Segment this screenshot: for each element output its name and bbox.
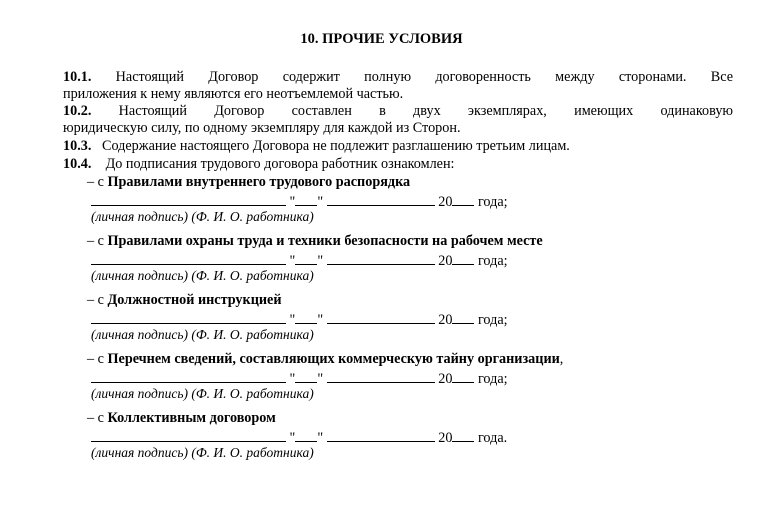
clause-10-4 [63,156,733,173]
month-field[interactable] [327,193,435,206]
clause-text: Настоящий Договор содержит полную договоренность между сторонами. Все [115,69,733,85]
acquaintance-item: – с Коллективным договором [87,410,276,426]
month-field[interactable] [327,252,435,265]
section-title: 10. ПРОЧИЕ УСЛОВИЯ [300,31,463,47]
signature-line[interactable] [91,429,507,446]
clause-10-1-line2: приложения к нему являются его неотъемлемой частью. [63,86,404,102]
acquaintance-item-title: Перечнем сведений, составляющих коммерческую тайну организации [107,351,560,367]
signature-field[interactable] [91,252,286,265]
clause-number: 10.1. [63,69,92,85]
clause-text: Настоящий Договор составлен в двух экземплярах, имеющих одинаковую [118,103,734,119]
year-field[interactable]: 20 [438,194,474,210]
clause-10-3 [63,138,733,155]
year-suffix: года; [477,312,508,328]
year-field[interactable]: 20 [438,312,474,328]
acquaintance-item-title: Коллективным договором [107,410,276,426]
acquaintance-item: – с Правилами внутреннего трудового распорядка [87,174,411,190]
clause-number: 10.4. [63,156,92,172]
signature-field[interactable] [91,193,286,206]
year-suffix: года; [477,194,508,210]
clause-number: 10.2. [63,103,92,119]
clause-text: Содержание настоящего Договора не подлежит разглашению третьим лицам. [102,138,570,154]
signature-field[interactable] [91,370,286,383]
acquaintance-item-title: Правилами внутреннего трудового распорядка [107,174,411,190]
signature-field[interactable] [91,311,286,324]
year-field[interactable]: 20 [438,430,474,446]
acquaintance-item: – с Правилами охраны труда и техники безопасности на рабочем месте [87,233,543,249]
signature-caption: (личная подпись) (Ф. И. О. работника) [91,327,314,342]
day-field[interactable]: " " [289,312,324,328]
month-field[interactable] [327,311,435,324]
acquaintance-item-title: Правилами охраны труда и техники безопасности на рабочем месте [107,233,543,249]
clause-10-1-line1 [63,69,733,86]
year-field[interactable]: 20 [438,253,474,269]
year-suffix: года; [477,253,508,269]
signature-line[interactable] [91,370,508,387]
acquaintance-item: – с Перечнем сведений, составляющих коммерческую тайну организации, [87,351,564,367]
acquaintance-item: – с Должностной инструкцией [87,292,282,308]
acquaintance-item-title: Должностной инструкцией [107,292,282,308]
signature-line[interactable] [91,252,508,269]
signature-caption: (личная подпись) (Ф. И. О. работника) [91,209,314,224]
signature-caption: (личная подпись) (Ф. И. О. работника) [91,445,314,460]
signature-field[interactable] [91,429,286,442]
month-field[interactable] [327,370,435,383]
year-suffix: года; [477,371,508,387]
clause-number: 10.3. [63,138,92,154]
year-field[interactable]: 20 [438,371,474,387]
day-field[interactable]: " " [289,194,324,210]
month-field[interactable] [327,429,435,442]
signature-caption: (личная подпись) (Ф. И. О. работника) [91,268,314,283]
clause-10-2-line2: юридическую силу, по одному экземпляру для каждой из Сторон. [63,120,461,136]
day-field[interactable]: " " [289,371,324,387]
signature-line[interactable] [91,193,508,210]
signature-line[interactable] [91,311,508,328]
day-field[interactable]: " " [289,430,324,446]
clause-10-2-line1 [63,103,733,120]
clause-text: До подписания трудового договора работник ознакомлен: [105,156,455,172]
signature-caption: (личная подпись) (Ф. И. О. работника) [91,386,314,401]
day-field[interactable]: " " [289,253,324,269]
year-suffix: года. [477,430,508,446]
